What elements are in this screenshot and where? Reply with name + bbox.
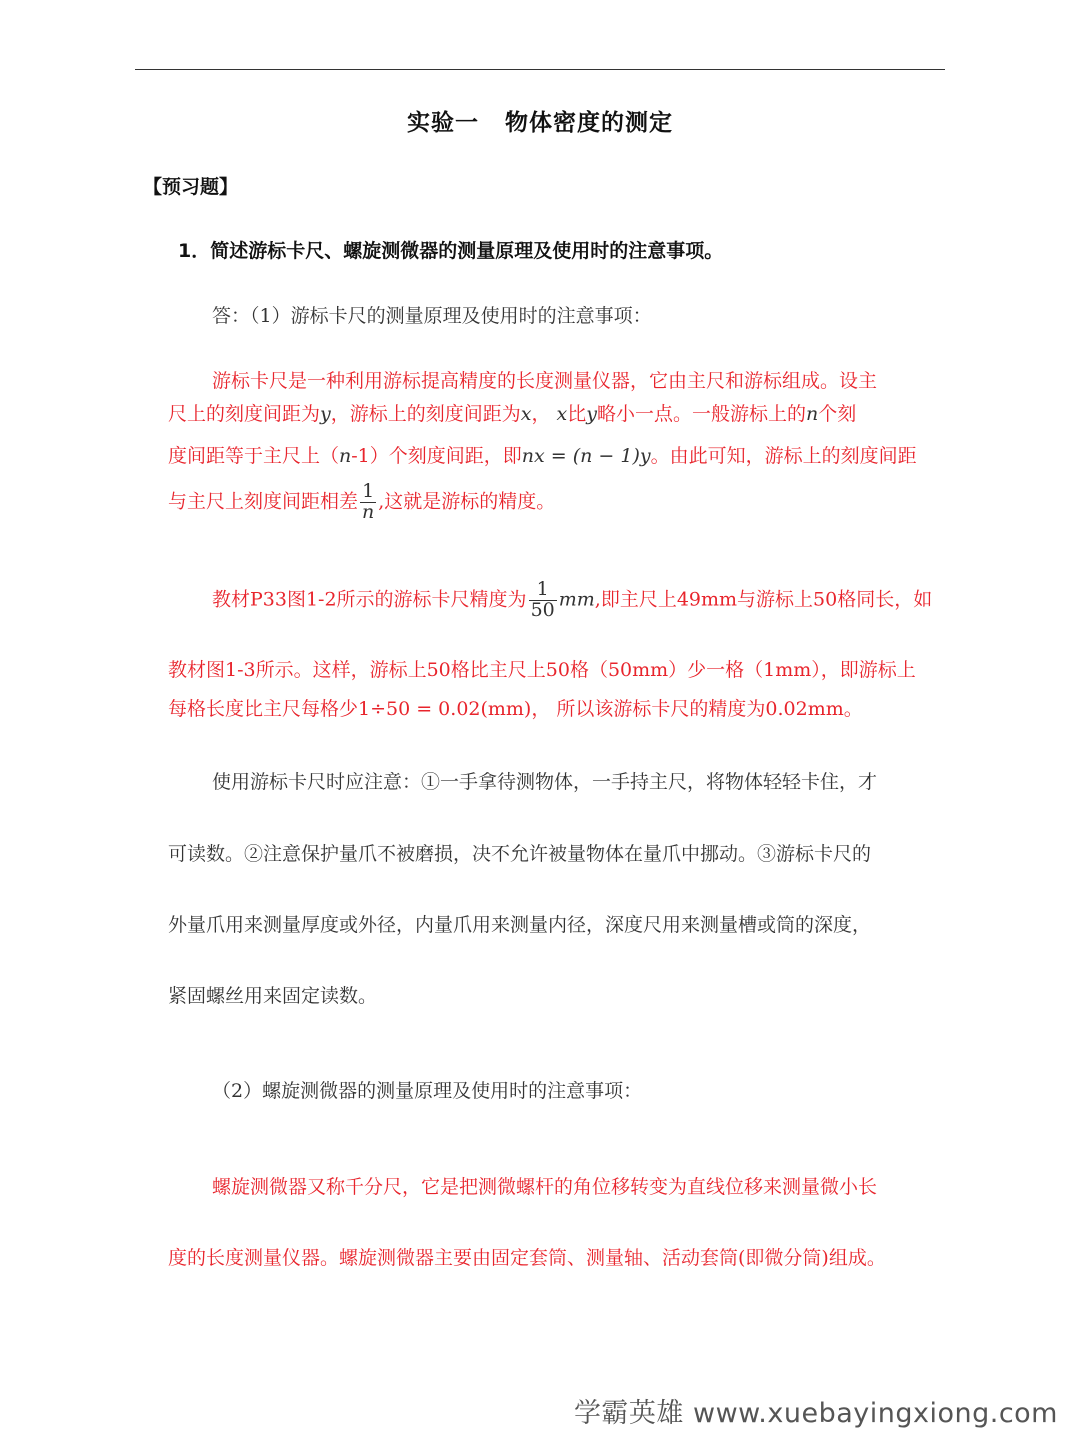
fraction-1-over-n: $\frac{1}{n}$ (362, 480, 375, 523)
title-part2: 物体密度的测定 (505, 110, 673, 136)
p1-line2: 尺上的刻度间距为y，游标上的刻度间距为x， x比y略小一点。一般游标上的n个刻 (168, 403, 857, 425)
section-heading: 【预习题】 (143, 176, 239, 198)
fraction-1-over-50: $\frac{1}{50}$ (530, 578, 555, 621)
p3-line3: 外量爪用来测量厚度或外径，内量爪用来测量内径，深度尺用来测量槽或筒的深度， (168, 914, 872, 936)
watermark: 学霸英雄 www.xuebayingxiong.com (573, 1398, 1058, 1429)
part2-intro: （2）螺旋测微器的测量原理及使用时的注意事项： (212, 1080, 643, 1102)
equation: nx = (n − 1)y (521, 445, 651, 467)
p3-line4: 紧固螺丝用来固定读数。 (168, 985, 378, 1007)
p3-line2: 可读数。②注意保护量爪不被磨损，决不允许被量物体在量爪中挪动。③游标卡尺的 (168, 843, 872, 865)
p1-line1: 游标卡尺是一种利用游标提高精度的长度测量仪器，它由主尺和游标组成。设主 (212, 370, 878, 392)
p2-line3: 每格长度比主尺每格少1÷50 = 0.02(mm)， 所以该游标卡尺的精度为0.02mm。 (168, 698, 863, 720)
p1-line3: 度间距等于主尺上（n-1）个刻度间距，即nx = (n − 1)y。由此可知，游标上的刻度间距 (168, 445, 917, 467)
header-rule (135, 69, 945, 70)
title-part1: 实验一 (407, 110, 479, 136)
p2-line1: 教材P33图1-2所示的游标卡尺精度为 $\frac{1}{50}$ mm,即主尺上49mm与游标上50格同长，如 (212, 578, 933, 621)
answer-intro: 答：（1）游标卡尺的测量原理及使用时的注意事项： (212, 305, 652, 327)
p4-line2: 度的长度测量仪器。螺旋测微器主要由固定套筒、测量轴、活动套筒(即微分筒)组成。 (168, 1247, 886, 1269)
p1-line4: 与主尺上刻度间距相差 $\frac{1}{n}$ ,这就是游标的精度。 (168, 480, 556, 523)
page-title (0, 104, 1080, 137)
p2-line2: 教材图1-3所示。这样，游标上50格比主尺上50格（50mm）少一格（1mm），即游标上 (168, 659, 916, 681)
question-1: 1．简述游标卡尺、螺旋测微器的测量原理及使用时的注意事项。 (178, 240, 724, 262)
p4-line1: 螺旋测微器又称千分尺，它是把测微螺杆的角位移转变为直线位移来测量微小长 (212, 1176, 878, 1198)
p3-line1: 使用游标卡尺时应注意：①一手拿待测物体，一手持主尺，将物体轻轻卡住，才 (212, 771, 878, 793)
